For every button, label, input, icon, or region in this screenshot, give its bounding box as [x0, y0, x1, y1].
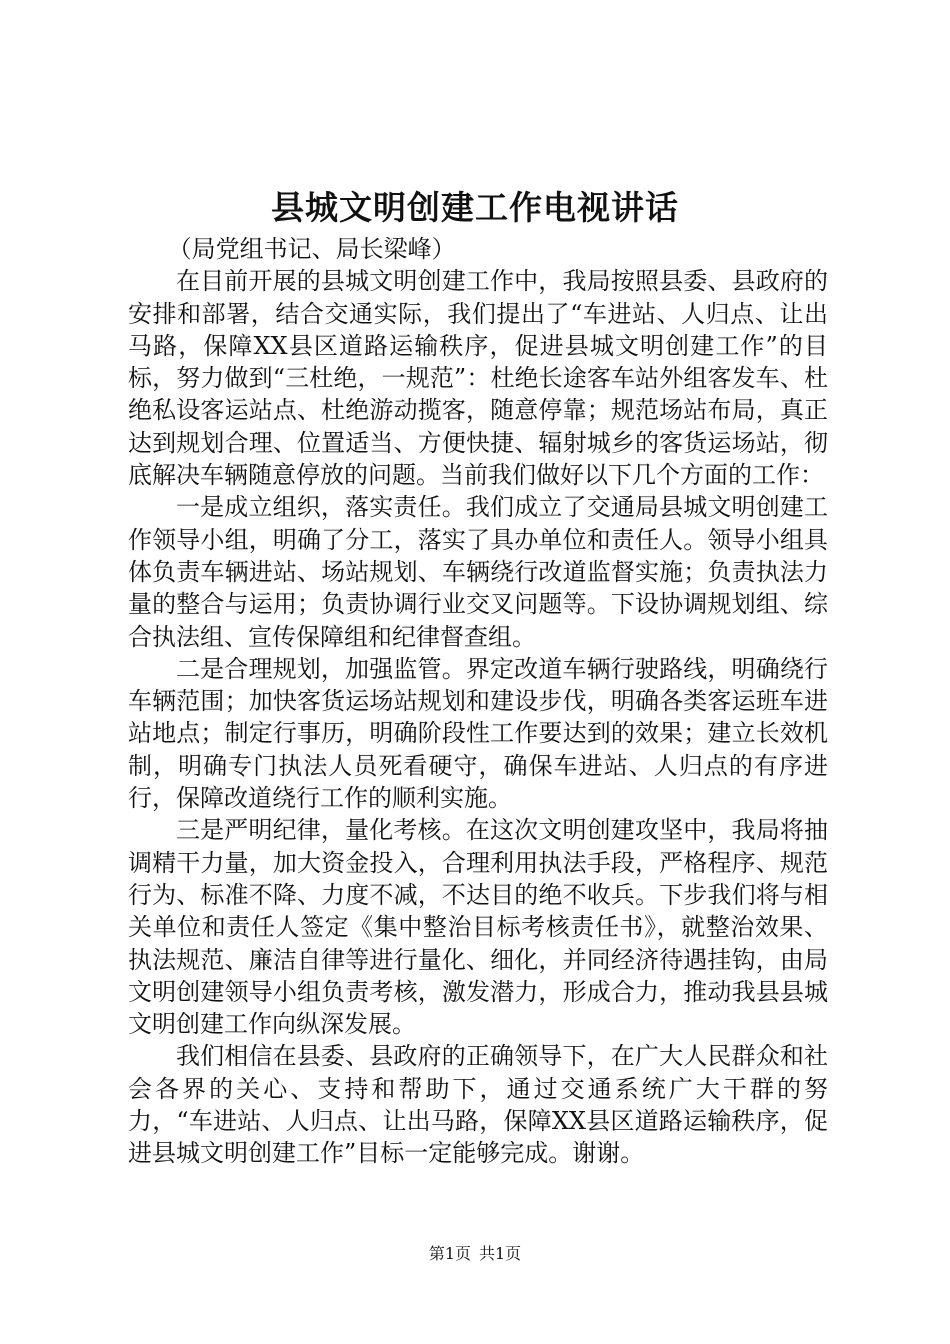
paragraph-intro: 在目前开展的县城文明创建工作中，我局按照县委、县政府的安排和部署，结合交通实际，我们提出了“车进站、人归点、让出马路，保障XX县区道路运输秩序，促进县城文明创建工作”的目标，努力做到“三杜绝，一规范”：杜绝长途客车站外组客发车、杜绝私设客运站点、杜绝游动揽客，随意停靠；规范场站布局，真正达到规划合理、位置适当、方便快捷、辐射城乡的客货运场站，彻底解决车辆随意停放的问题。当前我们做好以下几个方面的工作：: [128, 267, 828, 490]
paragraph-point-one: 一是成立组织，落实责任。我们成立了交通局县城文明创建工作领导小组，明确了分工，落实了具办单位和责任人。领导小组具体负责车辆进站、场站规划、车辆绕行改道监督实施；负责执法力量的整合与运用；负责协调行业交叉问题等。下设协调规划组、综合执法组、宣传保障组和纪律督查组。: [128, 493, 828, 651]
paragraph-closing: 我们相信在县委、县政府的正确领导下，在广大人民群众和社会各界的关心、支持和帮助下，通过交通系统广大干群的努力，“车进站、人归点、让出马路，保障XX县区道路运输秩序，促进县城文明创建工作”目标一定能够完成。谢谢。: [128, 1042, 828, 1168]
paragraph-point-three: 三是严明纪律，量化考核。在这次文明创建攻坚中，我局将抽调精干力量，加大资金投入，合理利用执法手段，严格程序、规范行为、标准不降、力度不减，不达目的绝不收兵。下步我们将与相关单位和责任人签定《集中整治目标考核责任书》，就整治效果、执法规范、廉洁自律等进行量化、细化，并同经济待遇挂钩，由局文明创建领导小组负责考核，激发潜力，形成合力，推动我县县城文明创建工作向纵深发展。: [128, 816, 828, 1039]
page-total: 共1页: [479, 1244, 522, 1263]
document-body: [128, 233, 828, 1170]
author-line: （局党组书记、局长梁峰）: [167, 235, 456, 263]
page-number: 第1页: [428, 1244, 471, 1263]
document-title: 县城文明创建工作电视讲话: [271, 188, 679, 227]
paragraph-point-two: 二是合理规划，加强监管。界定改道车辆行驶路线，明确绕行车辆范围；加快客货运场站规划和建设步伐，明确各类客运班车进站地点；制定行事历，明确阶段性工作要达到的效果；建立长效机制，明确专门执法人员死看硬守，确保车进站、人归点的有序进行，保障改道绕行工作的顺利实施。: [128, 654, 828, 813]
page-footer: [0, 1243, 950, 1265]
